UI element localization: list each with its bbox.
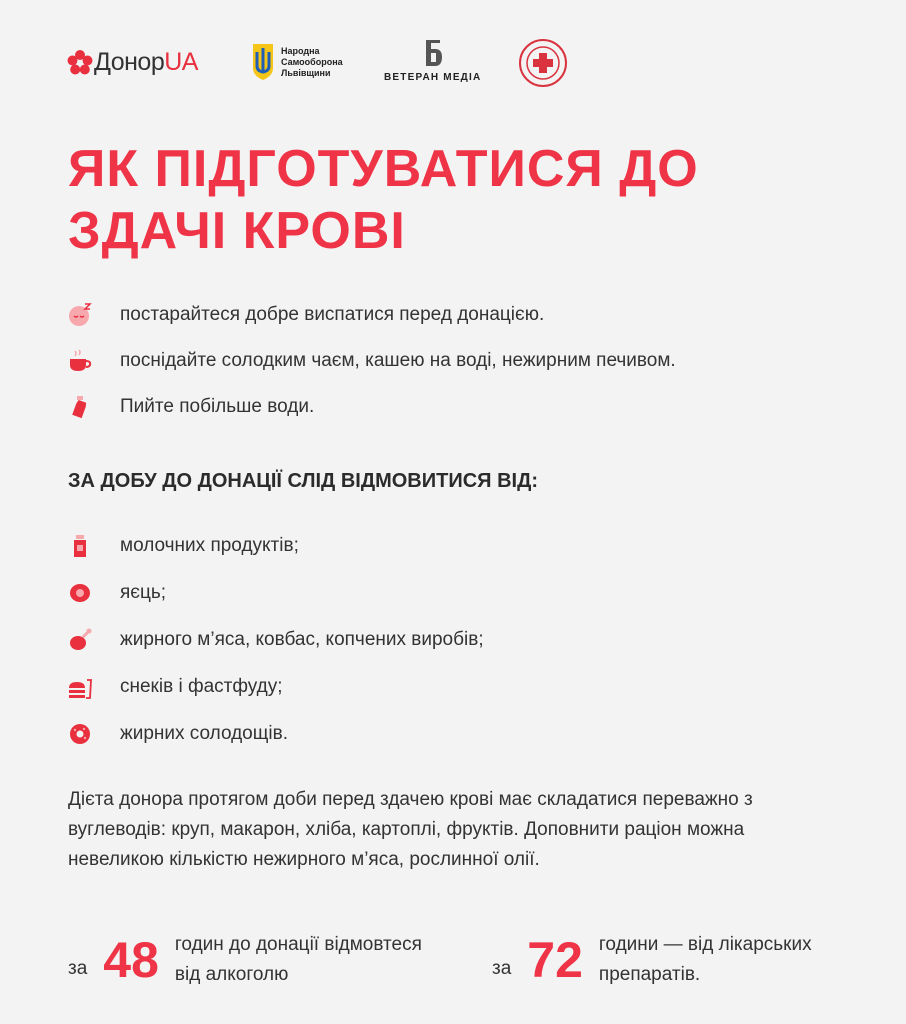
list-item (66, 522, 484, 569)
avoid-text: яєць; (120, 581, 167, 603)
avoid-text: жирних солодощів. (120, 722, 288, 744)
list-item (66, 663, 484, 710)
milk-bottle-icon (66, 532, 94, 560)
meat-icon (66, 626, 94, 654)
stat-number: 48 (103, 932, 159, 988)
samooborona-text: Народна Самооборона Львівщини (281, 45, 343, 78)
list-item (66, 384, 676, 430)
trident-shield-icon (250, 42, 276, 82)
veteran-media-icon (421, 38, 445, 68)
donor-flower-icon (66, 49, 94, 77)
avoid-text: жирного м’яса, ковбас, копчених виробів; (120, 628, 484, 650)
diet-paragraph: Дієта донора протягом доби перед здачею крові має складатися переважно з вуглеводів: круп, макарон, хліба, картоплі, фруктів. Доповнити раціон можна невеликою кількістю нежирного м’яса, рослинної олії. (68, 789, 753, 870)
samooborona-logo (250, 42, 343, 82)
avoid-list (66, 522, 484, 757)
list-item (66, 569, 484, 616)
donut-icon (66, 720, 94, 748)
veteran-media-logo (384, 38, 481, 83)
stat-text: години — від лікарських препаратів. (598, 934, 812, 985)
fastfood-icon (66, 673, 94, 701)
avoid-heading: ЗА ДОБУ ДО ДОНАЦІЇ СЛІД ВІДМОВИТИСЯ ВІД: (68, 470, 538, 492)
stat-medication (492, 930, 869, 990)
stat-text: годин до донації відмовтеся від алкоголю (174, 934, 422, 985)
stat-alcohol (68, 930, 445, 990)
avoid-text: молочних продуктів; (120, 534, 299, 556)
list-item (66, 338, 676, 384)
tip-text: поснідайте солодким чаєм, кашею на воді, нежирним печивом. (120, 350, 676, 371)
medical-union-logo (518, 38, 568, 88)
water-bottle-icon (66, 393, 94, 421)
donor-logo-text: ДонорUA (94, 48, 198, 76)
tips-list (66, 292, 676, 430)
list-item (66, 292, 676, 338)
list-item (66, 616, 484, 663)
tip-text: Пийте побільше води. (120, 396, 315, 417)
list-item (66, 710, 484, 757)
sleep-face-icon (66, 301, 94, 329)
stat-prefix: за (492, 958, 512, 979)
avoid-text: снеків і фастфуду; (120, 675, 283, 697)
logo-bar (66, 38, 906, 94)
donor-ua-logo (66, 48, 198, 77)
tip-text: постарайтеся добре виспатися перед донацією. (120, 304, 545, 325)
tea-cup-icon (66, 347, 94, 375)
medical-cross-emblem-icon (518, 38, 568, 88)
veteran-media-text: ВЕТЕРАН МЕДІА (384, 72, 482, 83)
stat-prefix: за (68, 958, 88, 979)
egg-icon (66, 579, 94, 607)
page-title: ЯК ПІДГОТУВАТИСЯ ДО ЗДАЧІ КРОВІ (68, 140, 699, 260)
stat-number: 72 (527, 932, 583, 988)
